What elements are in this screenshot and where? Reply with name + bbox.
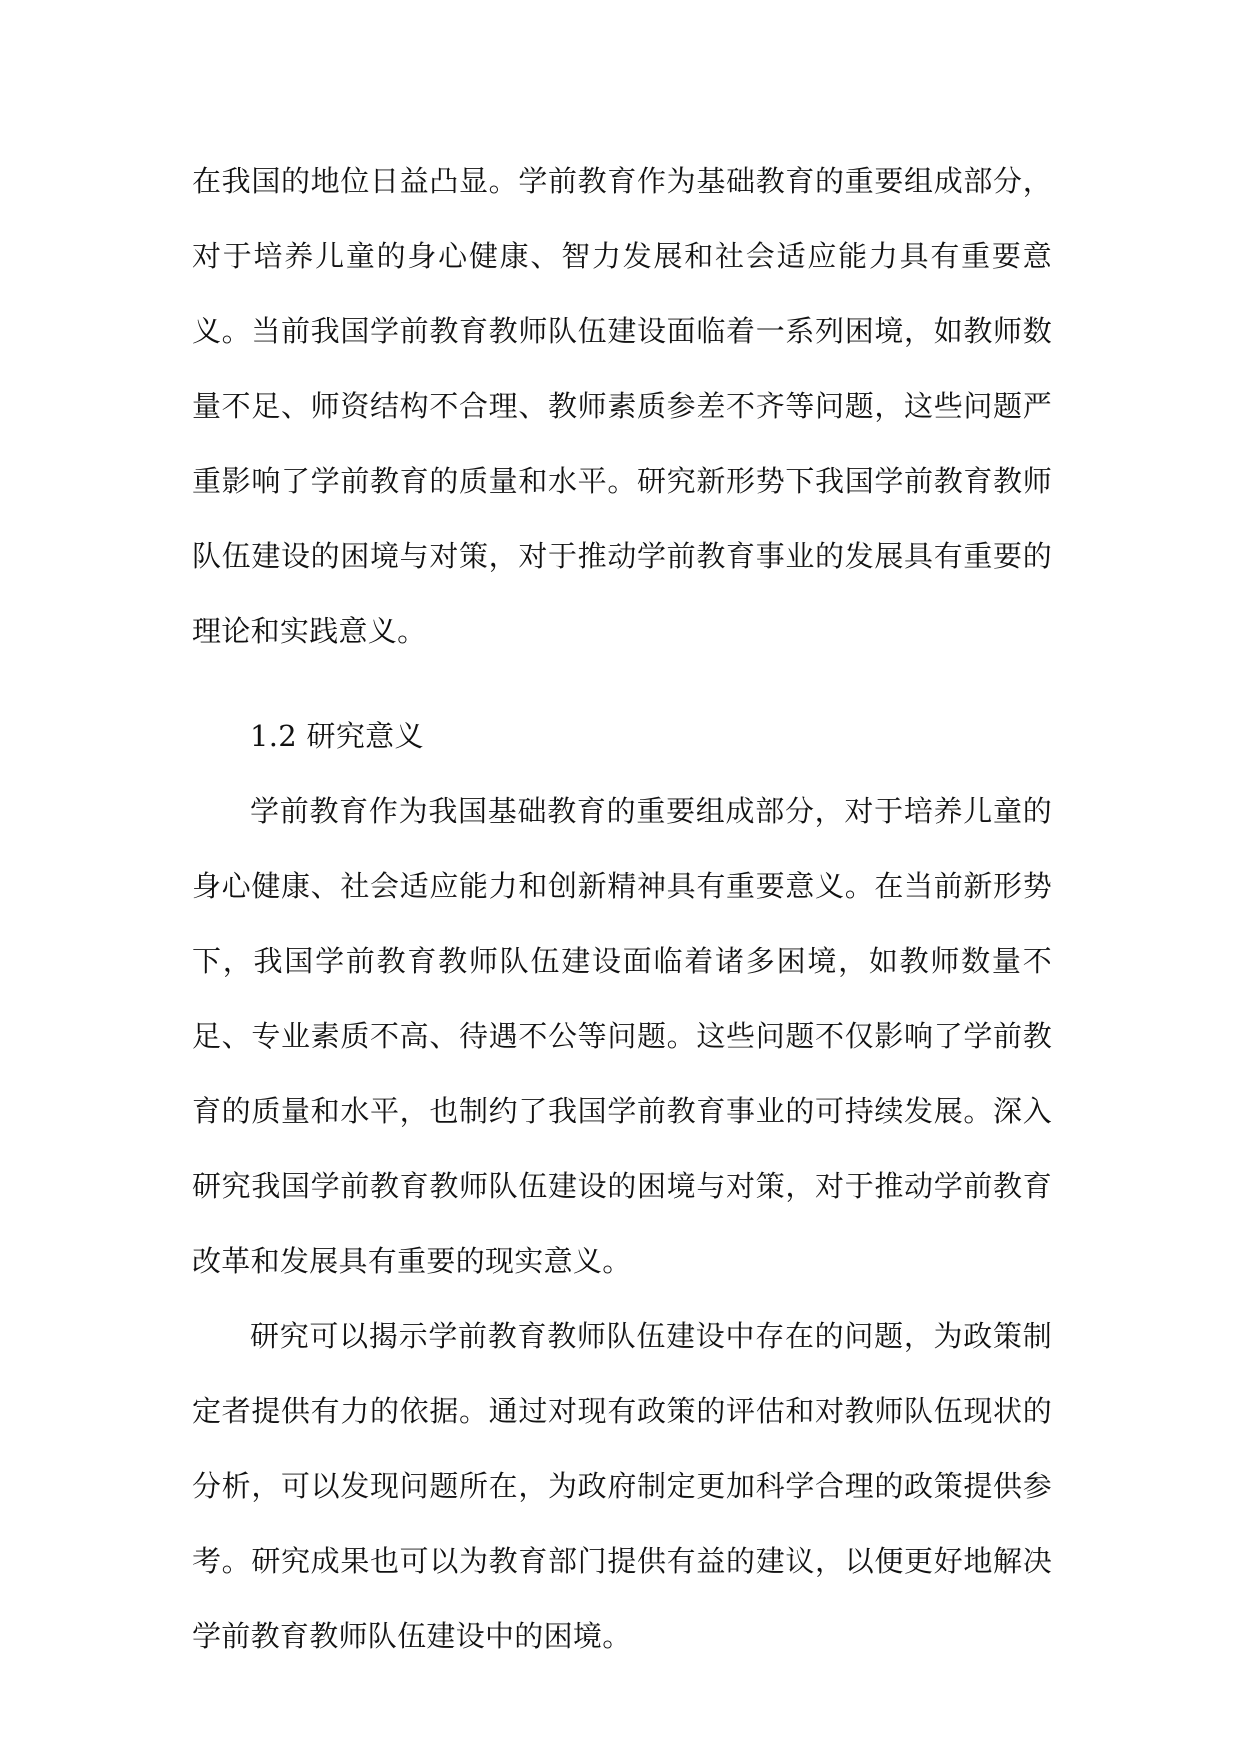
document-body [192,144,1052,1674]
continued-paragraph: 在我国的地位日益凸显。学前教育作为基础教育的重要组成部分，对于培养儿童的身心健康、智力发展和社会适应能力具有重要意义。当前我国学前教育教师队伍建设面临着一系列困境，如教师数量不足、师资结构不合理、教师素质参差不齐等问题，这些问题严重影响了学前教育的质量和水平。研究新形势下我国学前教育教师队伍建设的困境与对策，对于推动学前教育事业的发展具有重要的理论和实践意义。 [192,164,1052,648]
body-paragraph: 研究可以揭示学前教育教师队伍建设中存在的问题，为政策制定者提供有力的依据。通过对现有政策的评估和对教师队伍现状的分析，可以发现问题所在，为政府制定更加科学合理的政策提供参考。研究成果也可以为教育部门提供有益的建议，以便更好地解决学前教育教师队伍建设中的困境。 [192,1319,1052,1653]
body-paragraph: 学前教育作为我国基础教育的重要组成部分，对于培养儿童的身心健康、社会适应能力和创新精神具有重要意义。在当前新形势下，我国学前教育教师队伍建设面临着诸多困境，如教师数量不足、专业素质不高、待遇不公等问题。这些问题不仅影响了学前教育的质量和水平，也制约了我国学前教育事业的可持续发展。深入研究我国学前教育教师队伍建设的困境与对策，对于推动学前教育改革和发展具有重要的现实意义。 [192,794,1052,1278]
section-heading: 1.2 研究意义 [250,719,424,753]
